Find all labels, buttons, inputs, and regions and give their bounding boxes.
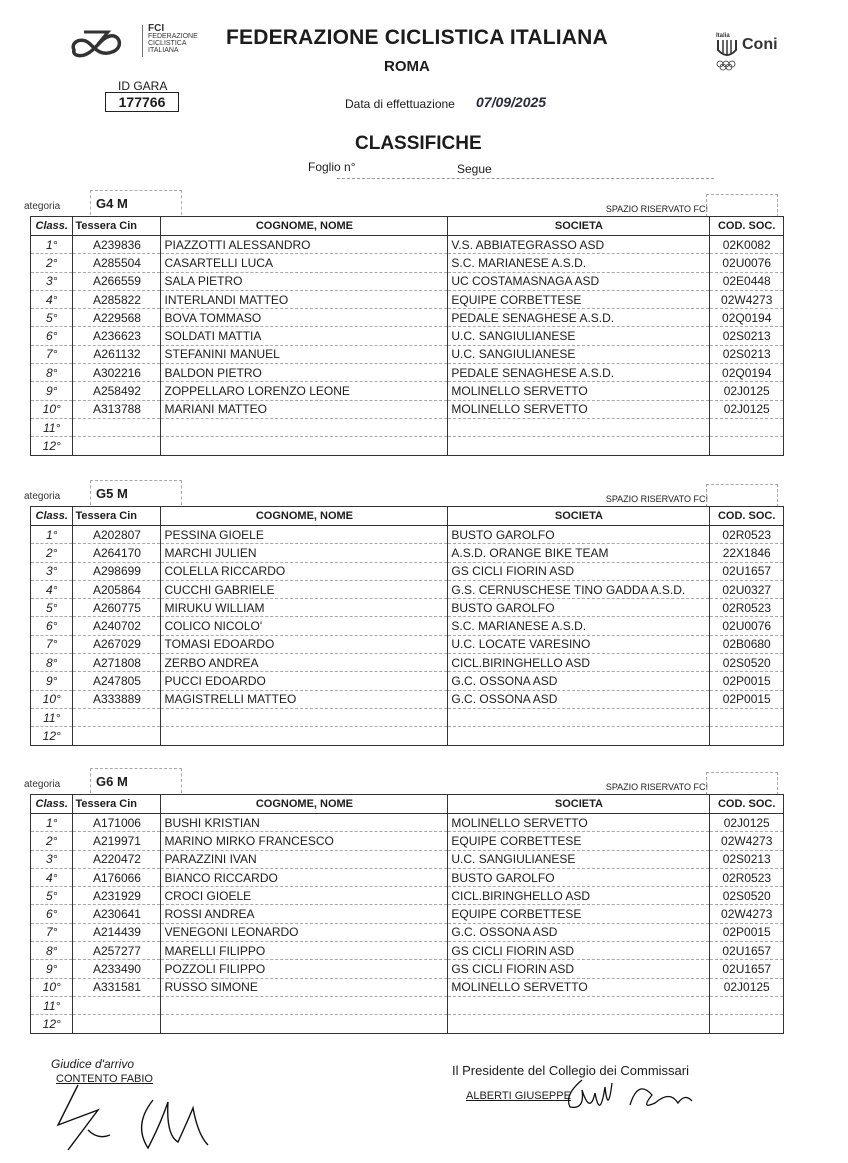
cell-position: 5° [31,309,73,327]
category-label: ategoria [24,201,61,212]
cell-position: 8° [31,942,73,960]
cell-cod-soc: 02W4273 [710,290,784,308]
table-row [31,708,784,726]
id-gara-value: 177766 [105,92,179,112]
cell-cod-soc: 02S0520 [710,654,784,672]
cell-position: 8° [31,364,73,382]
cell-tessera: A285504 [73,254,161,272]
cell-name: BUSHI KRISTIAN [161,814,448,832]
cell-name: POZZOLI FILIPPO [161,960,448,978]
cell-cod-soc: 22X1846 [710,544,784,562]
cell-cod-soc: 02U0076 [710,617,784,635]
cell-name: VENEGONI LEONARDO [161,923,448,941]
cell-name: MARELLI FILIPPO [161,942,448,960]
cell-position: 10° [31,690,73,708]
table-row [31,923,784,941]
cell-tessera: A258492 [73,382,161,400]
col-cod-soc: COD. SOC. [710,795,784,814]
cell-position: 12° [31,1015,73,1033]
cell-cod-soc [710,418,784,436]
cell-name: BALDON PIETRO [161,364,448,382]
cell-societa: A.S.D. ORANGE BIKE TEAM [448,544,710,562]
cell-name [161,1015,448,1033]
cell-societa: MOLINELLO SERVETTO [448,978,710,996]
col-cod-soc: COD. SOC. [710,507,784,526]
cell-position: 3° [31,562,73,580]
table-row [31,996,784,1014]
cell-name: INTERLANDI MATTEO [161,290,448,308]
cell-cod-soc: 02P0015 [710,923,784,941]
cell-societa: UC COSTAMASNAGA ASD [448,272,710,290]
cell-cod-soc: 02U1657 [710,562,784,580]
cell-name: PESSINA GIOELE [161,526,448,544]
cell-societa: G.C. OSSONA ASD [448,672,710,690]
date-label: Data di effettuazione [345,97,455,111]
cell-name: COLELLA RICCARDO [161,562,448,580]
cell-position: 8° [31,654,73,672]
cell-societa: MOLINELLO SERVETTO [448,814,710,832]
cell-position: 12° [31,727,73,745]
date-value: 07/09/2025 [476,94,547,110]
table-row [31,978,784,996]
cell-societa: PEDALE SENAGHESE A.S.D. [448,364,710,382]
cell-position: 1° [31,526,73,544]
table-row [31,382,784,400]
cell-cod-soc [710,437,784,455]
cell-societa: U.C. SANGIULIANESE [448,345,710,363]
cell-name: CUCCHI GABRIELE [161,580,448,598]
cell-tessera: A260775 [73,599,161,617]
president-name: ALBERTI GIUSEPPE [466,1090,571,1102]
cell-cod-soc: 02R0523 [710,868,784,886]
cell-name: RUSSO SIMONE [161,978,448,996]
fci-line-1: FEDERAZIONE [148,33,198,40]
cell-name: BIANCO RICCARDO [161,868,448,886]
cell-tessera: A230641 [73,905,161,923]
cell-cod-soc: 02R0523 [710,599,784,617]
foglio-label: Foglio n° [308,160,356,174]
reserved-space-box [706,484,778,507]
cell-cod-soc: 02S0213 [710,327,784,345]
fci-line-3: ITALIANA [148,47,179,54]
cell-tessera: A229568 [73,309,161,327]
table-row [31,418,784,436]
cell-position: 10° [31,978,73,996]
table-row [31,544,784,562]
cell-position: 4° [31,580,73,598]
cell-tessera: A333889 [73,690,161,708]
cell-name: PIAZZOTTI ALESSANDRO [161,236,448,254]
cell-tessera: A257277 [73,942,161,960]
cell-cod-soc: 02U1657 [710,960,784,978]
cell-position: 9° [31,672,73,690]
category-value: G4 M [96,196,128,211]
federation-title: FEDERAZIONE CICLISTICA ITALIANA [226,26,608,49]
cell-name: MARIANI MATTEO [161,400,448,418]
foglio-underline [337,178,714,179]
cell-societa: BUSTO GAROLFO [448,599,710,617]
cell-name: SALA PIETRO [161,272,448,290]
cell-societa: MOLINELLO SERVETTO [448,382,710,400]
table-header-row [31,217,784,236]
cell-position: 6° [31,327,73,345]
cell-tessera: A171006 [73,814,161,832]
results-table [30,216,784,456]
cell-tessera: A266559 [73,272,161,290]
table-row [31,887,784,905]
cell-position: 6° [31,617,73,635]
cell-position: 11° [31,996,73,1014]
cell-name: CASARTELLI LUCA [161,254,448,272]
results-table [30,506,784,746]
cell-cod-soc [710,727,784,745]
table-row [31,364,784,382]
city: ROMA [384,58,430,75]
cell-position: 4° [31,290,73,308]
cell-societa: S.C. MARIANESE A.S.D. [448,617,710,635]
cell-position: 4° [31,868,73,886]
cell-societa: G.C. OSSONA ASD [448,690,710,708]
category-label: ategoria [24,779,61,790]
cell-societa: PEDALE SENAGHESE A.S.D. [448,309,710,327]
table-row [31,290,784,308]
table-row [31,960,784,978]
col-name: COGNOME, NOME [161,217,448,236]
fci-logo-icon [68,22,138,62]
table-row [31,814,784,832]
col-class: Class. [31,507,73,526]
col-societa: SOCIETA [448,795,710,814]
cell-tessera: A236623 [73,327,161,345]
cell-name: MARINO MIRKO FRANCESCO [161,832,448,850]
table-row [31,236,784,254]
cell-cod-soc: 02P0015 [710,672,784,690]
cell-societa: G.S. CERNUSCHESE TINO GADDA A.S.D. [448,580,710,598]
cell-societa [448,996,710,1014]
cell-societa: EQUIPE CORBETTESE [448,832,710,850]
table-row [31,345,784,363]
cell-cod-soc: 02S0520 [710,887,784,905]
cell-cod-soc: 02Q0194 [710,364,784,382]
col-class: Class. [31,795,73,814]
table-row [31,850,784,868]
col-name: COGNOME, NOME [161,507,448,526]
cell-name: ROSSI ANDREA [161,905,448,923]
cell-name: MAGISTRELLI MATTEO [161,690,448,708]
cell-position: 6° [31,905,73,923]
category-value: G6 M [96,774,128,789]
cell-position: 1° [31,236,73,254]
cell-cod-soc: 02U1657 [710,942,784,960]
cell-name: MARCHI JULIEN [161,544,448,562]
cell-name [161,418,448,436]
segue-label: Segue [457,162,492,176]
cell-cod-soc: 02W4273 [710,905,784,923]
cell-position: 10° [31,400,73,418]
table-row [31,690,784,708]
cell-societa [448,437,710,455]
table-row [31,599,784,617]
cell-societa: GS CICLI FIORIN ASD [448,960,710,978]
cell-societa: BUSTO GAROLFO [448,868,710,886]
table-row [31,654,784,672]
cell-position: 11° [31,708,73,726]
fci-logo-text [148,25,198,54]
cell-name: ZERBO ANDREA [161,654,448,672]
cell-tessera [73,1015,161,1033]
cell-cod-soc: 02K0082 [710,236,784,254]
cell-position: 7° [31,345,73,363]
table-row [31,868,784,886]
cell-cod-soc: 02J0125 [710,382,784,400]
results-table [30,794,784,1034]
cell-tessera: A239836 [73,236,161,254]
table-row [31,272,784,290]
president-signature-icon [560,1075,710,1125]
cell-societa: EQUIPE CORBETTESE [448,905,710,923]
reserved-space-label: SPAZIO RISERVATO FCI [605,204,708,214]
cell-cod-soc: 02U0076 [710,254,784,272]
cell-name: MIRUKU WILLIAM [161,599,448,617]
cell-tessera [73,437,161,455]
cell-cod-soc: 02J0125 [710,400,784,418]
cell-societa: U.C. SANGIULIANESE [448,327,710,345]
category-value: G5 M [96,486,128,501]
col-tessera: Tessera Cin [73,507,161,526]
cell-tessera: A302216 [73,364,161,382]
table-row [31,727,784,745]
cell-cod-soc: 02W4273 [710,832,784,850]
cell-cod-soc [710,708,784,726]
id-gara-label: ID GARA [118,79,168,93]
table-row [31,1015,784,1033]
cell-position: 5° [31,599,73,617]
cell-societa: EQUIPE CORBETTESE [448,290,710,308]
cell-tessera: A219971 [73,832,161,850]
reserved-space-label: SPAZIO RISERVATO FCI [605,494,708,504]
cell-cod-soc: 02S0213 [710,850,784,868]
cell-cod-soc: 02P0015 [710,690,784,708]
fci-line-2: CICLISTICA [148,40,187,47]
col-class: Class. [31,217,73,236]
col-societa: SOCIETA [448,217,710,236]
cell-name: PUCCI EDOARDO [161,672,448,690]
document-title: CLASSIFICHE [355,133,482,154]
cell-position: 9° [31,960,73,978]
cell-name: BOVA TOMMASO [161,309,448,327]
cell-name [161,727,448,745]
cell-tessera [73,418,161,436]
cell-position: 2° [31,544,73,562]
cell-position: 7° [31,923,73,941]
cell-societa: GS CICLI FIORIN ASD [448,562,710,580]
cell-tessera: A202807 [73,526,161,544]
cell-name: STEFANINI MANUEL [161,345,448,363]
cell-position: 3° [31,850,73,868]
cell-name: CROCI GIOELE [161,887,448,905]
table-row [31,617,784,635]
cell-position: 1° [31,814,73,832]
cell-cod-soc [710,996,784,1014]
fci-abbr: FCI [148,23,165,34]
cell-name [161,708,448,726]
cell-name: PARAZZINI IVAN [161,850,448,868]
table-row [31,672,784,690]
logo-divider [142,25,143,57]
cell-cod-soc: 02B0680 [710,635,784,653]
cell-tessera: A231929 [73,887,161,905]
cell-tessera [73,727,161,745]
col-name: COGNOME, NOME [161,795,448,814]
coni-emblem-icon [714,30,742,74]
category-label: ategoria [24,491,61,502]
cell-cod-soc: 02E0448 [710,272,784,290]
cell-position: 2° [31,832,73,850]
judge-signature-icon [48,1080,218,1155]
table-row [31,580,784,598]
reserved-space-box [706,194,778,217]
cell-tessera: A220472 [73,850,161,868]
cell-societa: G.C. OSSONA ASD [448,923,710,941]
cell-cod-soc: 02S0213 [710,345,784,363]
cell-tessera: A285822 [73,290,161,308]
cell-societa [448,1015,710,1033]
table-row [31,635,784,653]
cell-tessera: A247805 [73,672,161,690]
cell-societa [448,708,710,726]
col-cod-soc: COD. SOC. [710,217,784,236]
reserved-space-label: SPAZIO RISERVATO FCI [605,782,708,792]
table-header-row [31,507,784,526]
table-row [31,562,784,580]
table-row [31,942,784,960]
cell-tessera: A331581 [73,978,161,996]
table-row [31,905,784,923]
table-row [31,526,784,544]
cell-cod-soc: 02J0125 [710,978,784,996]
cell-societa: U.C. SANGIULIANESE [448,850,710,868]
cell-position: 12° [31,437,73,455]
cell-cod-soc: 02R0523 [710,526,784,544]
cell-position: 9° [31,382,73,400]
cell-tessera: A264170 [73,544,161,562]
col-societa: SOCIETA [448,507,710,526]
cell-name [161,437,448,455]
table-row [31,254,784,272]
judge-label: Giudice d'arrivo [51,1057,134,1071]
cell-cod-soc [710,1015,784,1033]
cell-position: 5° [31,887,73,905]
cell-tessera: A298699 [73,562,161,580]
cell-position: 3° [31,272,73,290]
cell-tessera: A267029 [73,635,161,653]
cell-societa: V.S. ABBIATEGRASSO ASD [448,236,710,254]
cell-tessera: A261132 [73,345,161,363]
cell-societa [448,727,710,745]
cell-societa [448,418,710,436]
cell-tessera: A240702 [73,617,161,635]
cell-societa: GS CICLI FIORIN ASD [448,942,710,960]
cell-societa: S.C. MARIANESE A.S.D. [448,254,710,272]
cell-tessera: A271808 [73,654,161,672]
table-row [31,832,784,850]
cell-name: SOLDATI MATTIA [161,327,448,345]
cell-societa: CICL.BIRINGHELLO ASD [448,654,710,672]
cell-tessera: A205864 [73,580,161,598]
cell-tessera [73,708,161,726]
coni-label: Coni [742,36,778,53]
table-row [31,309,784,327]
cell-name: ZOPPELLARO LORENZO LEONE [161,382,448,400]
judge-name: CONTENTO FABIO [56,1073,153,1085]
cell-societa: U.C. LOCATE VARESINO [448,635,710,653]
cell-societa: BUSTO GAROLFO [448,526,710,544]
cell-cod-soc: 02U0327 [710,580,784,598]
cell-tessera: A233490 [73,960,161,978]
col-tessera: Tessera Cin [73,217,161,236]
cell-tessera: A313788 [73,400,161,418]
cell-name: COLICO NICOLO' [161,617,448,635]
table-row [31,400,784,418]
cell-cod-soc: 02Q0194 [710,309,784,327]
cell-position: 11° [31,418,73,436]
cell-name [161,996,448,1014]
table-row [31,327,784,345]
president-label: Il Presidente del Collegio dei Commissari [452,1063,689,1078]
cell-tessera [73,996,161,1014]
table-header-row [31,795,784,814]
cell-position: 7° [31,635,73,653]
cell-societa: MOLINELLO SERVETTO [448,400,710,418]
cell-tessera: A214439 [73,923,161,941]
coni-italia-text: Italia [716,33,730,39]
cell-tessera: A176066 [73,868,161,886]
col-tessera: Tessera Cin [73,795,161,814]
cell-name: TOMASI EDOARDO [161,635,448,653]
cell-cod-soc: 02J0125 [710,814,784,832]
table-row [31,437,784,455]
cell-position: 2° [31,254,73,272]
cell-societa: CICL.BIRINGHELLO ASD [448,887,710,905]
reserved-space-box [706,772,778,795]
